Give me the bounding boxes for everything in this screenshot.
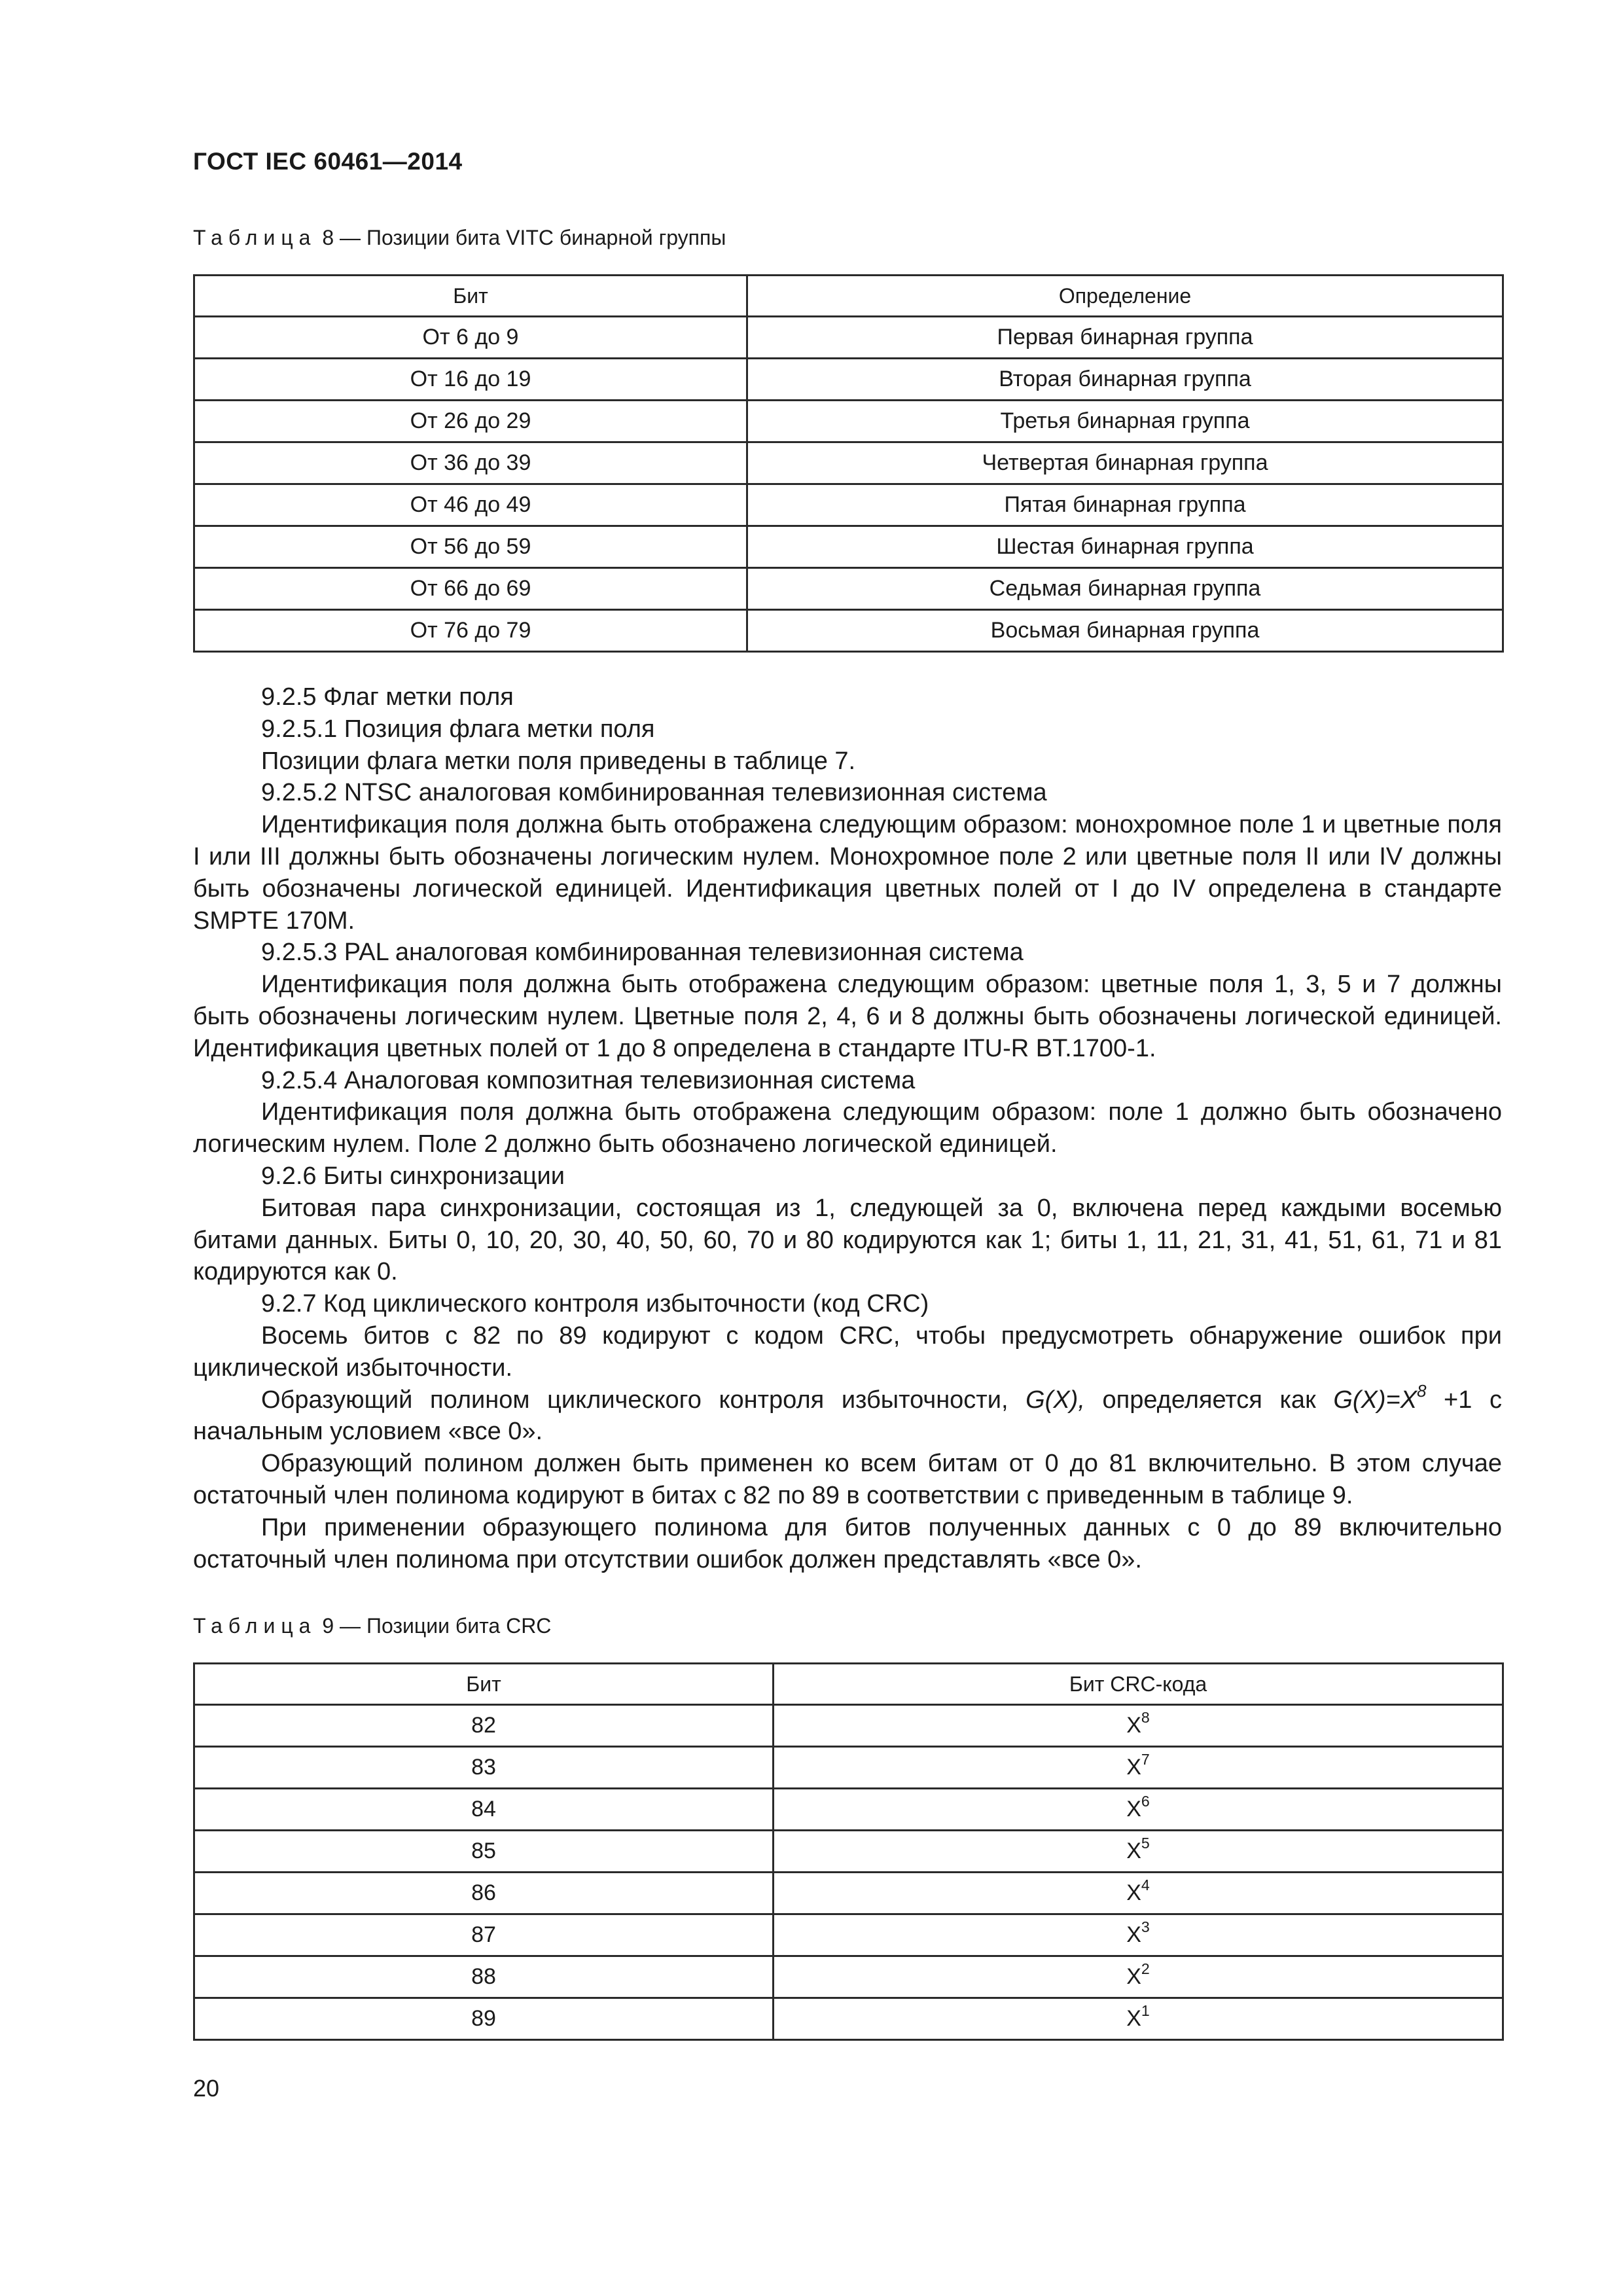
table-row [194,1914,1503,1956]
crc-term-cell [774,1747,1503,1789]
crc-term-cell [774,1956,1503,1998]
formula-exponent: 8 [1417,1382,1427,1401]
crc-term-base: X [1126,1922,1141,1947]
definition-cell: Седьмая бинарная группа [747,568,1503,610]
table-row [194,1747,1503,1789]
polynomial-paragraph [193,1384,1502,1448]
paragraph: Идентификация поля должна быть отображена следующим образом: цветные поля 1, 3, 5 и 7 должны быть обозначены логическим нулем. Цветные поля 2, 4, 6 и 8 должны быть обозначены логической единицей. Идентификация цветных полей от 1 до 8 определена в стандарте ITU-R BT.1700-1. [193,971,1502,1062]
table-8 [193,274,1504,653]
table-row [194,1956,1503,1998]
bit-cell: 84 [194,1789,774,1831]
definition-cell: Четвертая бинарная группа [747,442,1503,484]
definition-cell: Третья бинарная группа [747,401,1503,442]
definition-cell: Вторая бинарная группа [747,359,1503,401]
crc-term-exponent: 3 [1141,1918,1150,1936]
bit-range-cell: От 76 до 79 [194,610,747,652]
bit-cell: 83 [194,1747,774,1789]
bit-cell: 82 [194,1705,774,1747]
crc-term-exponent: 8 [1141,1709,1150,1727]
table-8-caption-text: 8 — Позиции бита VITC бинарной группы [316,226,726,249]
formula-base: G(X)=X [1333,1386,1418,1414]
table-row [194,401,1503,442]
crc-term-base: X [1126,2006,1141,2031]
paragraph: Образующий полином должен быть применен ко всем битам от 0 до 81 включительно. В этом случае остаточный член полинома кодируют в битах с 82 по 89 в соответствии с приведенным в таблице 9. [193,1450,1502,1509]
table-row [194,1873,1503,1914]
section-heading-9-2-6: 9.2.6 Биты синхронизации [261,1162,565,1190]
section-heading-9-2-5-2: 9.2.5.2 NTSC аналоговая комбинированная телевизионная система [261,779,1047,807]
definition-cell: Пятая бинарная группа [747,484,1503,526]
text-run: определяется как [1084,1386,1334,1414]
bit-range-cell: От 56 до 59 [194,526,747,568]
crc-term-base: X [1126,1880,1141,1905]
gx-symbol: G(X), [1026,1386,1085,1414]
column-header-bit: Бит [194,1664,774,1705]
table-row [194,1998,1503,2040]
page-number: 20 [193,2075,220,2102]
polynomial-formula [1333,1382,1427,1414]
table-row [194,568,1503,610]
definition-cell: Первая бинарная группа [747,317,1503,359]
text-run: +1 с начальным условием «все 0». [193,1386,1502,1446]
table-row [194,359,1503,401]
crc-term-exponent: 5 [1141,1835,1150,1852]
column-header-crc-bit: Бит CRC-кода [774,1664,1503,1705]
table-row [194,484,1503,526]
crc-term-exponent: 2 [1141,1960,1150,1978]
table-row [194,1705,1503,1747]
bit-range-cell: От 16 до 19 [194,359,747,401]
bit-range-cell: От 26 до 29 [194,401,747,442]
crc-term-base: X [1126,1797,1141,1821]
section-heading-9-2-5: 9.2.5 Флаг метки поля [261,683,514,711]
bit-cell: 86 [194,1873,774,1914]
crc-term-cell [774,1705,1503,1747]
crc-term-base: X [1126,1755,1141,1780]
crc-term-exponent: 6 [1141,1793,1150,1810]
table-row [194,610,1503,652]
definition-cell: Восьмая бинарная группа [747,610,1503,652]
crc-term-cell [774,1831,1503,1873]
table-8-caption-label: Таблица [193,226,317,249]
section-heading-9-2-5-3: 9.2.5.3 PAL аналоговая комбинированная телевизионная система [261,939,1024,967]
table-8-caption [193,226,726,250]
crc-term-base: X [1126,1713,1141,1738]
section-heading-9-2-7: 9.2.7 Код циклического контроля избыточности (код CRC) [261,1290,929,1318]
bit-range-cell: От 66 до 69 [194,568,747,610]
section-heading-9-2-5-1: 9.2.5.1 Позиция флага метки поля [261,715,655,743]
table-9-caption-label: Таблица [193,1614,317,1638]
paragraph: При применении образующего полинома для битов полученных данных с 0 до 89 включительно остаточный член полинома при отсутствии ошибок должен представлять «все 0». [193,1513,1502,1573]
crc-term-cell [774,1914,1503,1956]
paragraph: Битовая пара синхронизации, состоящая из 1, следующей за 0, включена перед каждыми восемью битами данных. Биты 0, 10, 20, 30, 40, 50, 60, 70 и 80 кодируются как 1; биты 1, 11, 21, 31, 41, 51, 61, 71 и 81 кодируются как 0. [193,1194,1502,1286]
definition-cell: Шестая бинарная группа [747,526,1503,568]
section-heading-9-2-5-4: 9.2.5.4 Аналоговая композитная телевизионная система [261,1066,916,1094]
paragraph: Идентификация поля должна быть отображена следующим образом: монохромное поле 1 и цветные поля I или III должны быть обозначены логическим нулем. Монохромное поле 2 или цветные поля II или IV должны быть обозначены логической единицей. Идентификация цветных полей от I до IV определена в стандарте SMPTE 170M. [193,811,1502,935]
body-text [193,681,1502,1575]
bit-cell: 88 [194,1956,774,1998]
bit-range-cell: От 6 до 9 [194,317,747,359]
paragraph: Позиции флага метки поля приведены в таблице 7. [261,747,856,775]
text-run: Образующий полином циклического контроля избыточности, [261,1386,1026,1414]
crc-term-cell [774,1998,1503,2040]
document-header: ГОСТ IEC 60461—2014 [193,148,463,175]
table-row [194,1831,1503,1873]
table-row [194,1789,1503,1831]
bit-cell: 89 [194,1998,774,2040]
bit-range-cell: От 36 до 39 [194,442,747,484]
column-header-bit: Бит [194,276,747,317]
table-row [194,442,1503,484]
paragraph: Восемь битов с 82 по 89 кодируют с кодом CRC, чтобы предусмотреть обнаружение ошибок при циклической избыточности. [193,1321,1502,1382]
bit-cell: 85 [194,1831,774,1873]
table-row [194,317,1503,359]
table-9-caption-text: 9 — Позиции бита CRC [316,1614,552,1638]
crc-term-base: X [1126,1839,1141,1863]
paragraph: Идентификация поля должна быть отображена следующим образом: поле 1 должно быть обозначено логическим нулем. Поле 2 должно быть обозначено логической единицей. [193,1098,1502,1158]
crc-term-exponent: 4 [1141,1876,1150,1894]
table-header-row [194,276,1503,317]
crc-term-exponent: 1 [1141,2002,1150,2020]
table-row [194,526,1503,568]
crc-term-exponent: 7 [1141,1751,1150,1768]
crc-term-base: X [1126,1964,1141,1989]
table-header-row [194,1664,1503,1705]
crc-term-cell [774,1873,1503,1914]
column-header-definition: Определение [747,276,1503,317]
table-9-caption [193,1614,551,1638]
table-9 [193,1662,1504,2041]
bit-cell: 87 [194,1914,774,1956]
bit-range-cell: От 46 до 49 [194,484,747,526]
crc-term-cell [774,1789,1503,1831]
